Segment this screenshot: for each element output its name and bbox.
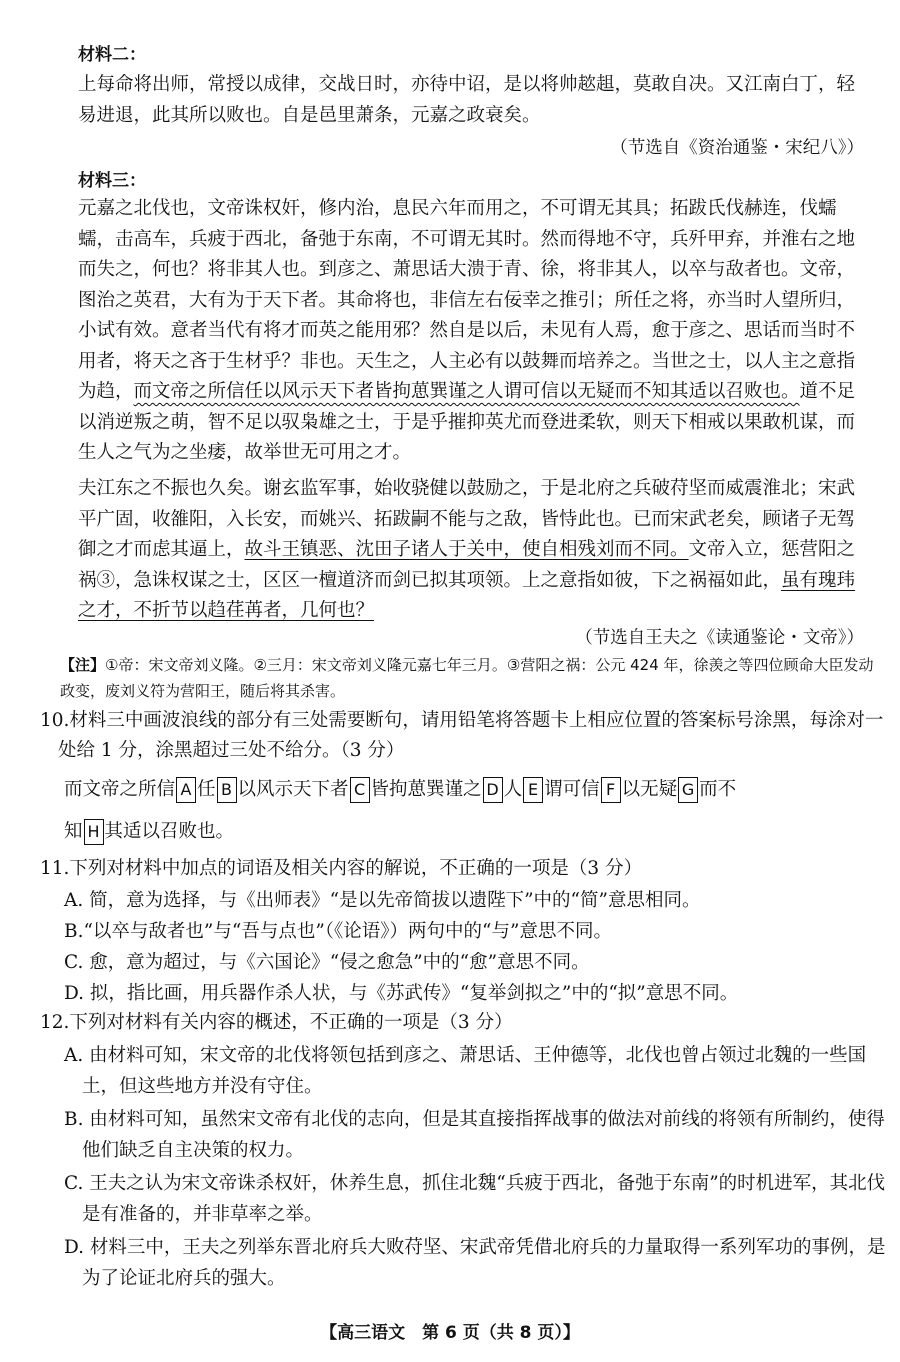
question-11-option-A: A. 简，意为选择，与《出师表》“是以先帝简拔以遗陛下”中的“简”意思相同。 xyxy=(64,890,701,911)
question-10-stem: 10.材料三中画波浪线的部分有三处需要断句，请用铅笔将答题卡上相应位置的答案标号涂黑，每涂对一处给 1 分，涂黑超过三处不给分。（3 分） xyxy=(40,710,884,761)
answer-box-A[interactable]: A xyxy=(176,777,196,803)
material3-p1-wavy-sentence: 而文帝之所信任以风示天下者皆拘葸巽谨之人谓可信以无疑而不知其适以召败也。 xyxy=(133,381,800,402)
q10-seg: 人 xyxy=(503,779,523,800)
material3-label: 材料三： xyxy=(78,171,146,191)
material3-p1-text-b: 道不足以消逆叛之萌，智不足以驭枭雄之士，于是乎摧抑英尤而登进柔软，则天下相戒以果敢机谋，而生人之气为之坐痿，故举世无可用之才。 xyxy=(78,381,856,463)
question-10-sentence-cont xyxy=(64,812,870,852)
question-11-option-B: B.“以卒与敌者也”与“吾与点也”（《论语》）两句中的“与”意思不同。 xyxy=(64,921,612,942)
question-12-option-B: B. 由材料可知，虽然宋文帝有北伐的志向，但是其直接指挥战事的做法对前线的将领有所制约，使得他们缺乏自主决策的权力。 xyxy=(64,1109,885,1161)
material2-source: （节选自《资治通鉴・宋纪八》） xyxy=(610,138,864,158)
answer-box-D[interactable]: D xyxy=(483,777,503,803)
answer-box-E[interactable]: E xyxy=(523,777,543,803)
q10-seg: 以风示天下者 xyxy=(237,779,349,800)
note-label: 【注】 xyxy=(60,656,106,674)
q10-seg: 其适以召败也。 xyxy=(104,821,235,842)
q10-seg: 皆拘葸巽谨之 xyxy=(370,779,482,800)
material3-paragraph-1 xyxy=(78,194,868,469)
q10-seg: 而不 xyxy=(699,779,737,800)
question-12-option-C: C. 王夫之认为宋文帝诛杀权奸，休养生息，抓住北魏“兵疲于西北，备弛于东南”的时机进军，其北伐是有准备的，并非草率之举。 xyxy=(64,1173,886,1225)
material2-text: 上每命将出师，常授以成律，交战日时，亦待中诏，是以将帅趑趄，莫敢自决。又江南白丁，轻易进退，此其所以败也。自是邑里萧条，元嘉之政衰矣。 xyxy=(78,74,856,126)
material3-p2-underlined-1: 故斗王镇恶、沈田子诸人于关中，使自相残刘而不同。 xyxy=(244,539,689,560)
q10-seg: 任 xyxy=(197,779,216,800)
question-12-stem: 12.下列对材料有关内容的概述，不正确的一项是（3 分） xyxy=(40,1012,513,1033)
q10-seg: 以无疑 xyxy=(621,779,678,800)
q10-seg: 谓可信 xyxy=(544,779,600,800)
q10-seg: 知 xyxy=(64,821,83,842)
page-footer: 【高三语文 第 6 页（共 8 页）】 xyxy=(320,1323,580,1343)
answer-box-F[interactable]: F xyxy=(601,777,621,803)
material3-p1-text-a: 元嘉之北伐也，文帝诛权奸，修内治，息民六年而用之，不可谓无其具；拓跋氏伐赫连，伐蠕蠕，击高车，兵疲于西北，备弛于东南，不可谓无其时。然而得地不守，兵歼甲弃，并淮右之地而失之，何也？将非其人也。到彦之、萧思话大溃于青、徐，将非其人，以卒与敌者也。文帝，图治之英君，大有为于天下者。其命将也，非信左右佞幸之推引；所任之将，亦当时人望所归，小试有效。意者当代有将才而英之能用邪？然自是以后，未见有人焉，愈于彦之、思话而当时不用者，将天之吝于生材乎？非也。天生之，人主必有以鼓舞而培养之。当世之士，以人主之意指为趋， xyxy=(78,198,856,402)
question-11-option-D: D. 拟，指比画，用兵器作杀人状，与《苏武传》“复举剑拟之”中的“拟”意思不同。 xyxy=(64,983,739,1004)
note-text: ①帝：宋文帝刘义隆。②三月：宋文帝刘义隆元嘉七年三月。③营阳之祸：公元 424 年，徐羡之等四位顾命大臣发动政变，废刘义符为营阳王，随后将其杀害。 xyxy=(60,656,874,700)
question-12-option-A: A. 由材料可知，宋文帝的北伐将领包括到彦之、萧思话、王仲德等，北伐也曾占领过北魏的一些国土，但这些地方并没有守住。 xyxy=(64,1045,867,1097)
answer-box-G[interactable]: G xyxy=(678,777,698,803)
question-11-stem: 11.下列对材料中加点的词语及相关内容的解说，不正确的一项是（3 分） xyxy=(40,858,643,879)
material3-source: （节选自王夫之《读通鉴论・文帝》） xyxy=(575,628,864,648)
annotation-note xyxy=(60,652,880,704)
question-12-option-D: D. 材料三中，王夫之列举东晋北府兵大败苻坚、宋武帝凭借北府兵的力量取得一系列军功的事例，是为了论证北府兵的强大。 xyxy=(64,1237,886,1289)
question-10-sentence xyxy=(64,770,870,810)
material3-p2-text-b: 文帝入立，惩营阳之祸③，急诛权谋之士，区区一檀道济而剑已拟其项领。上之意指如彼，下之祸福如此， xyxy=(78,539,856,591)
answer-box-B[interactable]: B xyxy=(217,777,237,803)
q10-seg: 而文帝之所信 xyxy=(64,779,176,800)
material3-paragraph-2 xyxy=(78,474,868,627)
question-11-option-C: C. 愈，意为超过，与《六国论》“侵之愈急”中的“愈”意思不同。 xyxy=(64,952,590,973)
material3-p2-text-a: 夫江东之不振也久矣。谢玄监军事，始收骁健以鼓励之，于是北府之兵破苻坚而威震淮北；宋武平广固，收雒阳，入长安，而姚兴、拓跋嗣不能与之敌，皆恃此也。已而宋武老矣，顾诸子无驾御之才而虑其逼上， xyxy=(78,478,856,560)
answer-box-C[interactable]: C xyxy=(350,777,370,803)
answer-box-H[interactable]: H xyxy=(84,819,104,845)
material3-p2-underlined-2: 虽有瑰玮之才，不折节以趋荏苒者，几何也？ xyxy=(78,569,856,621)
material2-label: 材料二： xyxy=(78,45,146,65)
